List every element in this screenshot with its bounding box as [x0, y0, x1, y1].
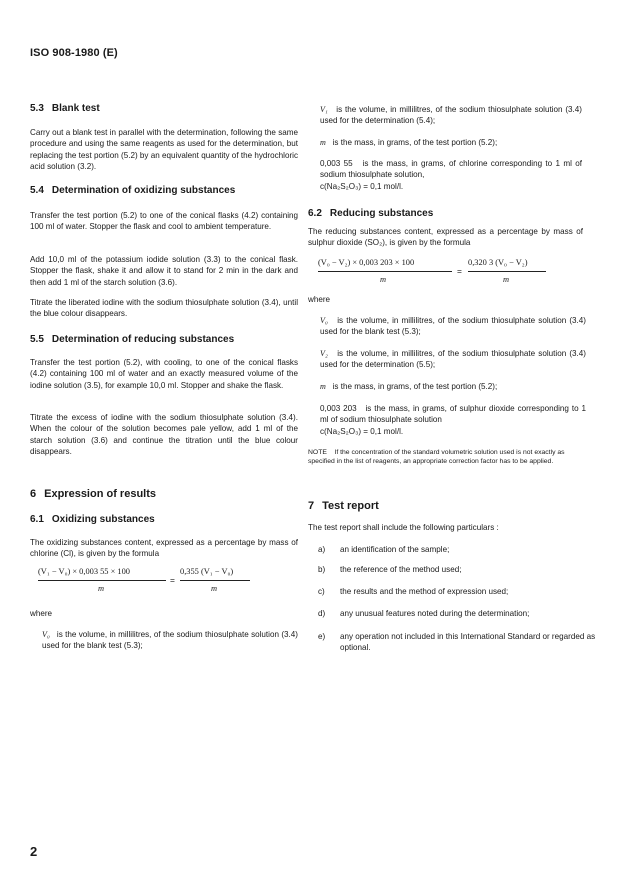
section-7-text: The test report shall include the following particulars :	[308, 523, 499, 532]
document-identifier: ISO 908-1980 (E)	[30, 47, 118, 59]
list-item: a) an identification of the sample;	[318, 545, 450, 554]
section-5-3-heading: 5.3 Blank test	[30, 103, 100, 114]
list-item: c) the results and the method of expression used;	[318, 587, 509, 596]
formula-numerator-2: 0,355 (V₁ − V₀)	[180, 567, 234, 576]
section-5-4-heading: 5.4 Determination of oxidizing substances	[30, 185, 236, 196]
formula-equals: =	[170, 575, 175, 585]
section-5-3-text: Carry out a blank test in parallel with the determination, following the same procedure and using the same reagents as used for the determination, but replacing the test portion (5.2) by an equivalent quantity of the hydrochloric acid solution (3.2).	[30, 128, 298, 172]
section-5-5-paragraph-2: Titrate the excess of iodine with the sodium thiosulphate solution (3.4). When the colour of the solution becomes pale yellow, add 1 ml of the starch solution (3.6) and continue the titration until the blue colour disappears.	[30, 413, 298, 457]
formula-equals: =	[457, 266, 462, 276]
definition-sulphur-factor: 0,003 203 is the mass, in grams, of sulphur dioxide corresponding to 1 ml of sodium thiosulphate solution c(Na₂S₂O₃) = 0,1 mol/l.	[320, 404, 587, 436]
definition-v1: V₁ is the volume, in millilitres, of the sodium thiosulphate solution (3.4) used for the determination (5.4);	[320, 105, 582, 126]
fraction-bar-1	[318, 271, 452, 272]
section-5-4-paragraph-1: Transfer the test portion (5.2) to one of the conical flasks (4.2) containing 100 ml of water. Stopper the flask and cool to ambient temperature.	[30, 211, 298, 232]
section-5-5-paragraph-1: Transfer the test portion (5.2), with cooling, to one of the conical flasks (4.2) containing 100 ml of water and an exactly measured volume of the iodine solution (3.5), for example 10,0 ml. Stopper and shake the flask.	[30, 358, 298, 390]
note: NOTE If the concentration of the standard volumetric solution used is not exactly as specified in the list of reagents, an appropriate correction factor has to be applied.	[308, 449, 565, 465]
definition-m: m is the mass, in grams, of the test portion (5.2);	[320, 138, 498, 147]
page-number: 2	[30, 844, 38, 859]
reducing-formula	[318, 258, 586, 292]
section-5-5-heading: 5.5 Determination of reducing substances	[30, 334, 235, 345]
formula-denominator-1: m	[98, 584, 105, 593]
oxidizing-formula	[38, 567, 288, 601]
section-6-heading: 6 Expression of results	[30, 488, 156, 500]
section-6-2-heading: 6.2 Reducing substances	[308, 208, 434, 219]
list-item: b) the reference of the method used;	[318, 565, 462, 574]
definition-v2: V₂ is the volume, in millilitres, of the sodium thiosulphate solution (3.4) used for the determination (5.5);	[320, 349, 586, 370]
formula-denominator-2: m	[503, 275, 510, 284]
list-item: e) any operation not included in this International Standard or regarded as optional.	[318, 632, 596, 653]
definition-v0: V₀ is the volume, in millilitres, of the sodium thiosulphate solution (3.4) used for the blank test (5.3);	[42, 630, 298, 651]
fraction-bar-2	[180, 580, 250, 581]
formula-numerator-1: (V₁ − V₀) × 0,003 55 × 100	[38, 567, 130, 576]
fraction-bar-2	[468, 271, 546, 272]
section-6-2-text: The reducing substances content, expressed as a percentage by mass of sulphur dioxide (SO₂), is given by the formula	[308, 227, 583, 248]
formula-numerator-1: (V₀ − V₂) × 0,003 203 × 100	[318, 258, 415, 267]
section-5-4-paragraph-3: Titrate the liberated iodine with the sodium thiosulphate solution (3.4), until the blue colour disappears.	[30, 298, 298, 319]
section-6-1-heading: 6.1 Oxidizing substances	[30, 514, 155, 525]
definition-v0-reducing: V₀ is the volume, in millilitres, of the sodium thiosulphate solution (3.4) used for the blank test (5.3);	[320, 316, 586, 337]
definition-chlorine-factor: 0,003 55 is the mass, in grams, of chlorine corresponding to 1 ml of sodium thiosulphate solution, c(Na₂S₂O₃) = 0,1 mol/l.	[320, 159, 582, 191]
where-label-6-1: where	[30, 609, 53, 618]
formula-denominator-1: m	[380, 275, 387, 284]
definition-m-reducing: m is the mass, in grams, of the test portion (5.2);	[320, 382, 498, 391]
formula-numerator-2: 0,320 3 (V₀ − V₂)	[468, 258, 528, 267]
section-6-1-text: The oxidizing substances content, expressed as a percentage by mass of chlorine (Cl), is given by the formula	[30, 538, 298, 559]
formula-denominator-2: m	[211, 584, 218, 593]
fraction-bar-1	[38, 580, 166, 581]
where-label-6-2: where	[308, 295, 331, 304]
list-item: d) any unusual features noted during the determination;	[318, 609, 530, 618]
section-7-heading: 7 Test report	[308, 500, 379, 512]
section-5-4-paragraph-2: Add 10,0 ml of the potassium iodide solution (3.3) to the conical flask. Stopper the flask, shake it and allow it to stand for 2 min in the dark and then add 1 ml of the starch solution (3.6).	[30, 255, 298, 287]
